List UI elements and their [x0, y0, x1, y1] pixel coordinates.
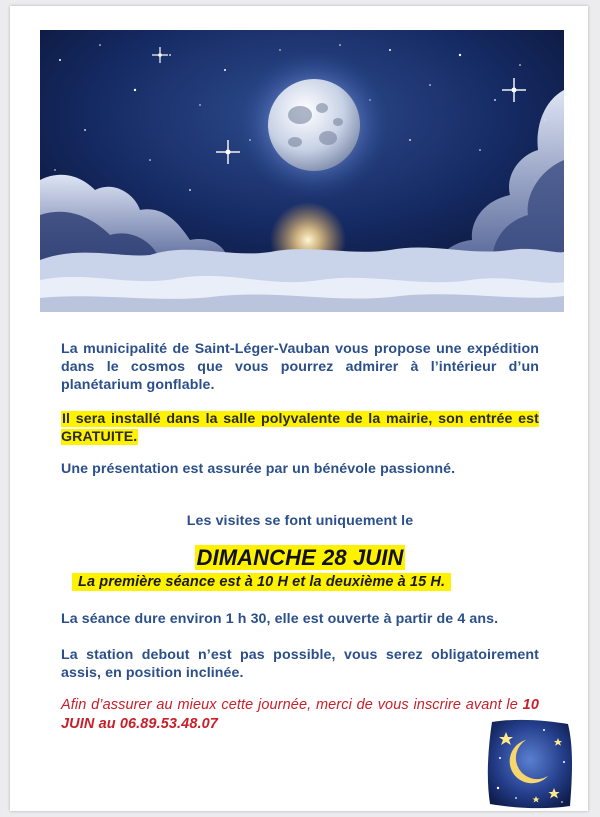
- registration-paragraph: [61, 696, 539, 734]
- visits-intro: Les visites se font uniquement le: [186, 513, 414, 529]
- sessions-times: La première séance est à 10 H et la deuxième à 15 H.: [72, 573, 451, 591]
- registration-text: Afin d’assurer au mieux cette journée, merci de vous inscrire avant le: [61, 697, 523, 713]
- flyer-page: [10, 6, 588, 811]
- sessions-line: [72, 573, 542, 591]
- event-date: DIMANCHE 28 JUIN: [196, 545, 404, 570]
- duration-paragraph: La séance dure environ 1 h 30, elle est ouverte à partir de 4 ans.: [61, 611, 499, 627]
- moon-night-sky-image: [40, 30, 564, 312]
- presentation-paragraph: Une présentation est assurée par un bénévole passionné.: [61, 461, 456, 477]
- seating-paragraph: La station debout n’est pas possible, vous serez obligatoirement assis, en position inclinée.: [61, 647, 539, 681]
- registration-deadline-phone: 10 JUIN au 06.89.53.48.07: [61, 697, 539, 732]
- crescent-moon-icon: [486, 718, 574, 810]
- event-date-line: [61, 546, 539, 573]
- location-paragraph: [61, 410, 539, 446]
- intro-paragraph: La municipalité de Saint-Léger-Vauban vous propose une expédition dans le cosmos que vous pourrez admirer à l’intérieur d’un planétarium gonflable.: [61, 341, 539, 393]
- location-highlight: Il sera installé dans la salle polyvalente de la mairie, son entrée est GRATUITE.: [61, 411, 539, 445]
